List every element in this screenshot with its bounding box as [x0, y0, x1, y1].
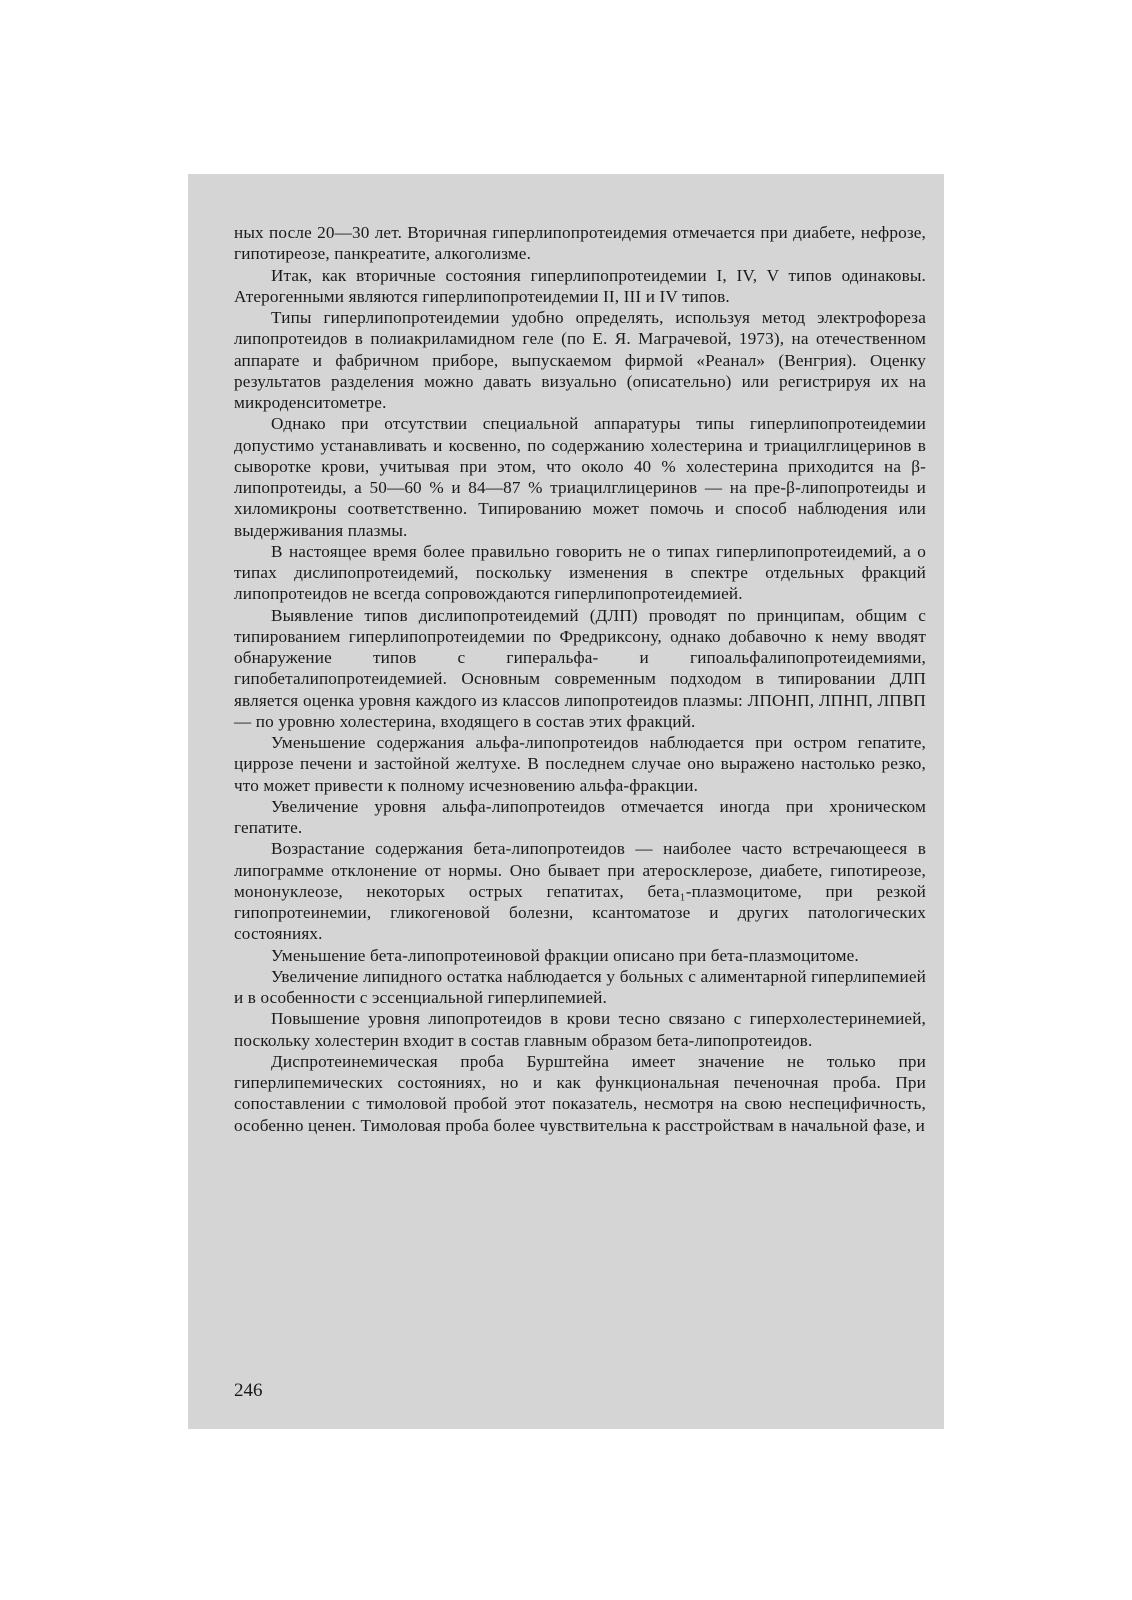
paragraph: ных после 20—30 лет. Вторичная гиперлипопротеидемия отмечается при диабете, нефрозе, гипотиреозе, панкреатите, алкоголизме. — [234, 223, 926, 264]
page-body — [234, 222, 926, 1136]
page-number: 246 — [234, 1380, 263, 1401]
paragraph: Итак, как вторичные состояния гиперлипопротеидемии I, IV, V типов одинаковы. Атерогенными являются гиперлипопротеидемии II, III и IV типов. — [234, 265, 926, 306]
paragraph: Повышение уровня липопротеидов в крови тесно связано с гиперхолестеринемией, поскольку холестерин входит в состав главным образом бета-липопротеидов. — [234, 1009, 926, 1050]
paragraph: Однако при отсутствии специальной аппаратуры типы гиперлипопротеидемии допустимо устанавливать и косвенно, по содержанию холестерина и триацилглицеринов в сыворотке крови, учитывая при этом, что около 40 % холестерина приходится на β-липопротеиды, а 50—60 % и 84—87 % триацилглицеринов — на пре-β-липопротеиды и хиломикроны соответственно. Типированию может помочь и способ наблюдения или выдерживания плазмы. — [234, 414, 926, 540]
paragraph: Уменьшение бета-липопротеиновой фракции описано при бета-плазмоцитоме. — [271, 945, 859, 965]
paragraph: В настоящее время более правильно говорить не о типах гиперлипопротеидемий, а о типах дислипопротеидемий, поскольку изменения в спектре отдельных фракций липопротеидов не всегда сопровождаются гиперлипопротеидемией. — [234, 541, 926, 604]
paragraph: Возрастание содержания бета-липопротеидов — наиболее часто встречающееся в липограмме отклонение от нормы. Оно бывает при атеросклерозе, диабете, гипотиреозе, мононуклеозе, некоторых острых гепатитах, бета₁-плазмоцитоме, при резкой гипопротеинемии, гликогеновой болезни, ксантоматозе и других патологических состояниях. — [234, 839, 926, 944]
paragraph: Увеличение липидного остатка наблюдается у больных с алиментарной гиперлипемией и в особенности с эссенциальной гиперлипемией. — [234, 966, 926, 1007]
paragraph: Уменьшение содержания альфа-липопротеидов наблюдается при остром гепатите, циррозе печени и застойной желтухе. В последнем случае оно выражено настолько резко, что может привести к полному исчезновению альфа-фракции. — [234, 733, 926, 795]
paragraph: Типы гиперлипопротеидемии удобно определять, используя метод электрофореза липопротеидов в полиакриламидном геле (по Е. Я. Маграчевой, 1973), на отечественном аппарате и фабричном приборе, выпускаемом фирмой «Реанал» (Венгрия). Оценку результатов разделения можно давать визуально (описательно) или регистрируя их на микроденситометре. — [234, 308, 926, 412]
paragraph: Выявление типов дислипопротеидемий (ДЛП) проводят по принципам, общим с типированием гиперлипопротеидемии по Фредриксону, однако добавочно к нему вводят обнаружение типов с гиперальфа- и гипоальфалипопротеидемиями, гипобеталипопротеидемией. Основным современным подходом в типировании ДЛП является оценка уровня каждого из классов липопротеидов плазмы: ЛПОНП, ЛПНП, ЛПВП — по уровню холестерина, входящего в состав этих фракций. — [234, 605, 926, 731]
paragraph: Увеличение уровня альфа-липопротеидов отмечается иногда при хроническом гепатите. — [234, 796, 926, 837]
paragraph: Диспротеинемическая проба Бурштейна имеет значение не только при гиперлипемических состояниях, но и как функциональная печеночная проба. При сопоставлении с тимоловой пробой этот показатель, несмотря на свою неспецифичность, особенно ценен. Тимоловая проба более чувствительна к расстройствам в начальной фазе, и — [234, 1051, 926, 1135]
